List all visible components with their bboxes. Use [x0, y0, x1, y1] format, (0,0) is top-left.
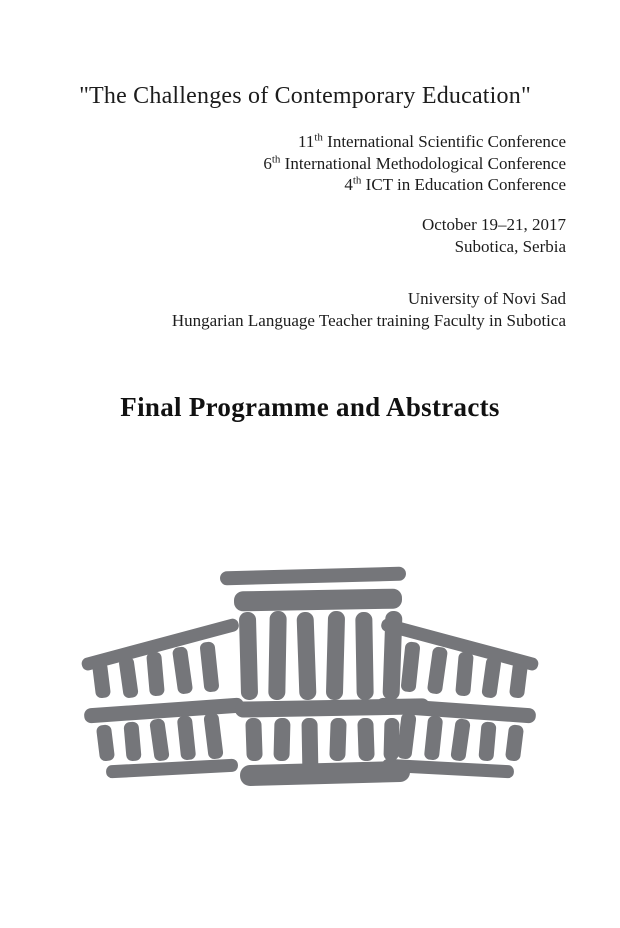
ordinal-suffix: th: [314, 131, 323, 144]
organizer-faculty: Hungarian Language Teacher training Faculty in Subotica: [171, 310, 566, 330]
conference-location: Subotica, Serbia: [454, 236, 566, 256]
organizer-block: [172, 288, 566, 331]
organizer-university: University of Novi Sad: [407, 289, 566, 308]
ordinal-suffix: th: [271, 152, 281, 165]
faculty-building-illustration: [78, 555, 542, 805]
conference-name: ICT in Education Conference: [361, 175, 566, 194]
document-subtitle: Final Programme and Abstracts: [120, 392, 500, 422]
conference-ordinal: 6: [263, 153, 272, 173]
conference-line-2: [263, 153, 566, 175]
conference-ordinal: 11: [297, 132, 315, 151]
conference-list: [263, 131, 566, 196]
conference-name: International Methodological Conference: [280, 153, 566, 173]
conference-line-1: [263, 131, 566, 153]
date-location-block: [422, 214, 566, 257]
conference-ordinal: 4: [344, 175, 353, 194]
conference-line-3: [263, 174, 566, 196]
conference-title: "The Challenges of Contemporary Education": [79, 83, 531, 109]
ordinal-suffix: th: [352, 174, 362, 187]
conference-name: International Scientific Conference: [322, 132, 566, 151]
conference-dates: October 19–21, 2017: [421, 215, 566, 234]
